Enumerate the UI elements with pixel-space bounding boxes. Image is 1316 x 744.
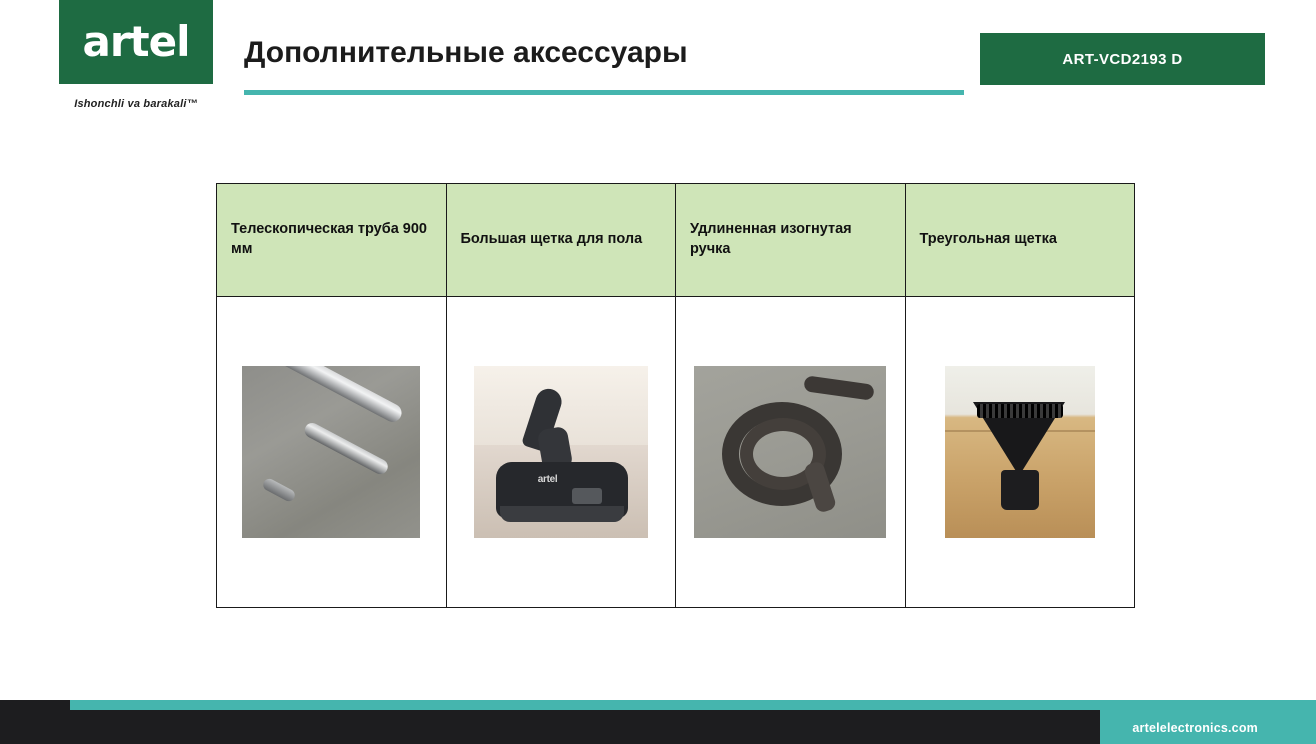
hose-tail-shape xyxy=(803,375,875,401)
table-cell-floor-brush xyxy=(446,297,676,608)
title-underline-rule xyxy=(244,90,964,95)
triangular-brush-neck-shape xyxy=(1001,470,1039,510)
brand-logo xyxy=(59,0,213,84)
table-header-cell-telescopic-tube: Телескопическая труба 900 мм xyxy=(217,184,447,297)
telescopic-tube-photo xyxy=(242,366,420,538)
footer xyxy=(0,686,1316,744)
footer-accent-dark-left xyxy=(0,700,70,710)
table-header-cell-floor-brush: Большая щетка для пола xyxy=(446,184,676,297)
triangular-brush-photo xyxy=(945,366,1095,538)
table-cell-curved-handle xyxy=(676,297,906,608)
model-badge-text: ART-VCD2193 D xyxy=(1062,50,1183,68)
brand-logo-text: artel xyxy=(82,17,190,66)
tube-upper-section-shape xyxy=(264,366,405,425)
table-header-cell-triangular-brush: Треугольная щетка xyxy=(905,184,1135,297)
brush-pedal-shape xyxy=(572,488,602,504)
table-row xyxy=(217,297,1135,608)
page-title xyxy=(244,36,964,69)
brush-head-base-shape xyxy=(500,506,624,522)
model-badge xyxy=(980,33,1265,85)
brush-brand-label: artel xyxy=(537,474,558,485)
triangular-brush-bristles-shape xyxy=(977,404,1063,418)
page-title-text: Дополнительные аксессуары xyxy=(244,36,688,69)
tube-tip-shape xyxy=(261,477,297,504)
table-header-cell-curved-handle: Удлиненная изогнутая ручка xyxy=(676,184,906,297)
table-cell-telescopic-tube xyxy=(217,297,447,608)
brand-tagline: Ishonchli va barakali™ xyxy=(74,98,198,110)
table-cell-triangular-brush xyxy=(905,297,1135,608)
footer-accent-teal-strip xyxy=(70,700,1316,710)
tube-lower-section-shape xyxy=(302,420,390,476)
floor-brush-photo xyxy=(474,366,648,538)
accessories-table xyxy=(216,183,1135,608)
footer-website-label: artelelectronics.com xyxy=(1132,721,1258,735)
footer-dark-band xyxy=(0,710,1100,744)
curved-handle-hose-photo xyxy=(694,366,886,538)
table-header-row xyxy=(217,184,1135,297)
